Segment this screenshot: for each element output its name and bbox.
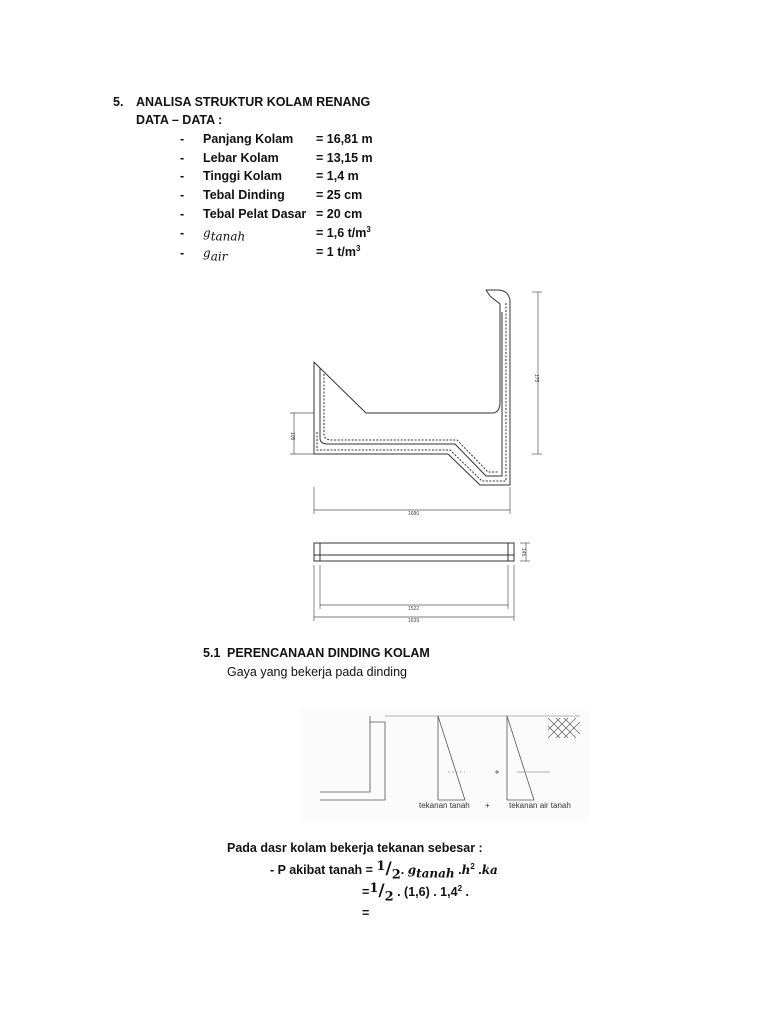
pressure-label-plus: + bbox=[485, 801, 490, 810]
bullet: - bbox=[180, 151, 185, 165]
bullet: - bbox=[180, 207, 185, 221]
data-item-symbol: $g_{air}$ bbox=[203, 246, 228, 264]
bullet: - bbox=[180, 246, 185, 260]
pressure-label-air: tekanan air tanah bbox=[509, 801, 571, 810]
data-item-value: = 1 $t/m^3$ bbox=[316, 243, 361, 259]
calc-line-2: $=^1/_2$ . (1,6) . $1,4^2$ . bbox=[362, 881, 469, 905]
dim-right-label: 175 bbox=[533, 374, 539, 383]
data-item-label: Panjang Kolam bbox=[203, 132, 294, 146]
dim-right-label: 145 bbox=[520, 548, 526, 557]
subsection-subtitle: Gaya yang bekerja pada dinding bbox=[227, 665, 407, 679]
section-title: ANALISA STRUKTUR KOLAM RENANG bbox=[136, 95, 371, 109]
data-item-label: Tebal Dinding bbox=[203, 188, 285, 202]
data-item-label: Tinggi Kolam bbox=[203, 169, 282, 183]
pressure-label-tanah: tekanan tanah bbox=[419, 801, 470, 810]
data-item-value: = 20 cm bbox=[316, 207, 363, 221]
data-item-symbol: $g_{tanah}$ bbox=[203, 226, 246, 244]
pool-section-drawing bbox=[280, 282, 550, 522]
pressure-diagram bbox=[300, 710, 590, 822]
data-item-value: = 13,15 m bbox=[316, 151, 373, 165]
section-number: 5. bbox=[113, 95, 124, 109]
data-item-value: = 25 cm bbox=[316, 188, 363, 202]
subsection-title: PERENCANAAN DINDING KOLAM bbox=[227, 646, 430, 660]
data-item-label: Tebal Pelat Dasar bbox=[203, 207, 307, 221]
subsection-number: 5.1 bbox=[203, 646, 221, 660]
bullet: - bbox=[180, 226, 185, 240]
calc-line-1: - P akibat tanah = $^1/_2$. $g_{tanah}$ $.h^2$ .ka bbox=[270, 859, 498, 883]
data-item-value: = 1,4 m bbox=[316, 169, 359, 183]
dim-outer-label: 1639 bbox=[408, 618, 420, 624]
data-item-value: = 1,6 $t/m^3$ bbox=[316, 224, 371, 240]
data-item-value: = 16,81 m bbox=[316, 132, 373, 146]
dim-left-label: 105 bbox=[289, 432, 295, 441]
bullet: - bbox=[180, 132, 185, 146]
dim-bottom-label: 1680 bbox=[408, 511, 420, 517]
dim-inner-label: 1522 bbox=[408, 606, 420, 612]
calc-intro: Pada dasr kolam bekerja tekanan sebesar : bbox=[227, 841, 483, 855]
calc-line-3: = bbox=[362, 906, 370, 920]
bullet: - bbox=[180, 169, 185, 183]
data-label: DATA – DATA : bbox=[136, 113, 223, 127]
bullet: - bbox=[180, 188, 185, 202]
slab-drawing bbox=[300, 535, 540, 625]
data-item-label: Lebar Kolam bbox=[203, 151, 279, 165]
